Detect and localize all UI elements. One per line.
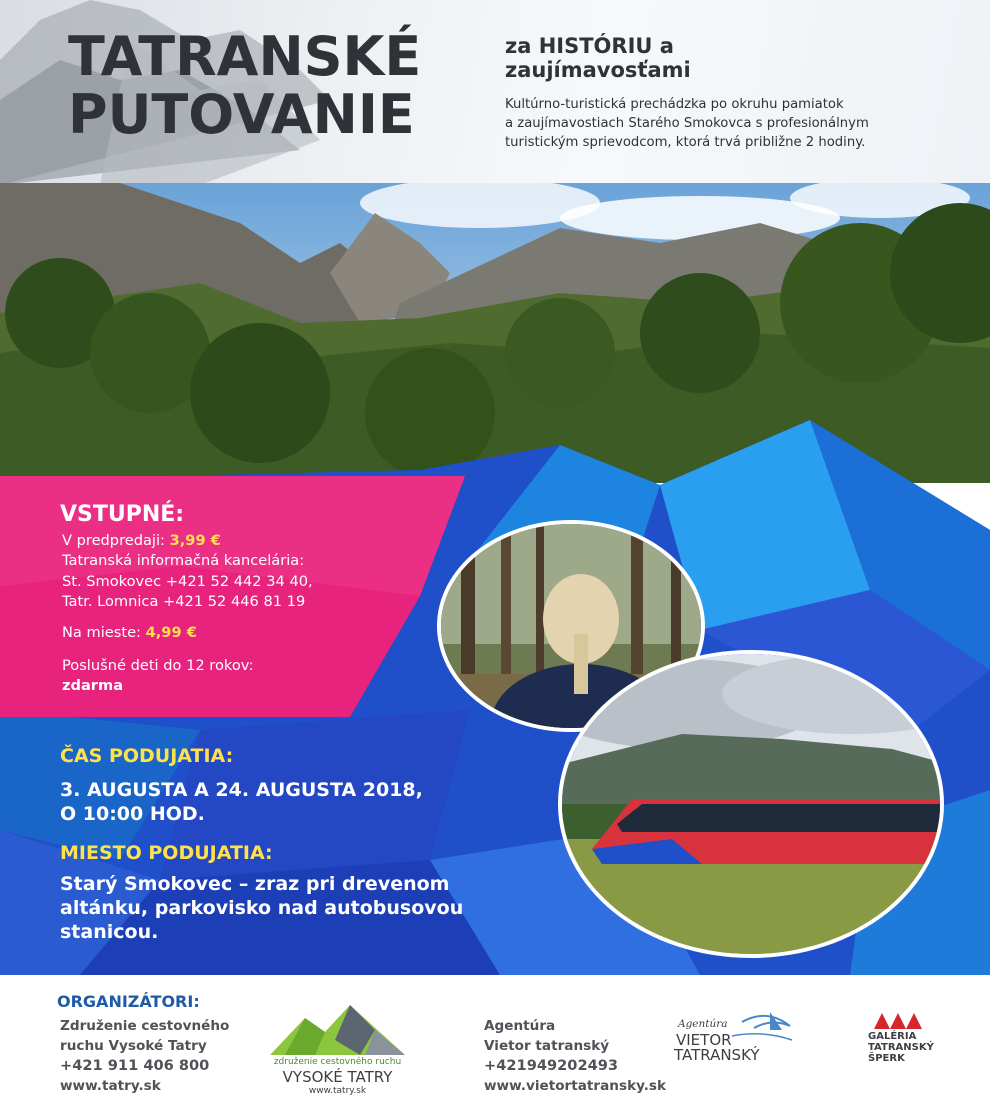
- org2-line-1: Agentúra: [484, 1018, 556, 1034]
- onsite-line: [62, 623, 197, 642]
- subtitle-line-1: za HISTÓRIU a: [505, 34, 674, 58]
- office-phone-2: Tatr. Lomnica +421 52 446 81 19: [62, 593, 306, 610]
- logo3-text: [868, 1031, 934, 1064]
- logo2-name-1: VIETOR: [676, 1031, 732, 1049]
- logo2-tagline: Agentúra: [678, 1018, 728, 1030]
- place-title: MIESTO PODUJATIA:: [60, 842, 273, 864]
- intro-line-3: turistickým sprievodcom, ktorá trvá približne 2 hodiny.: [505, 135, 866, 150]
- onsite-price: 4,99 €: [145, 624, 197, 641]
- time-line-1: 3. AUGUSTA A 24. AUGUSTA 2018,: [60, 779, 423, 801]
- title-line-1: TATRANSKÉ: [68, 25, 422, 88]
- page-title: [68, 25, 422, 146]
- presale-line: [62, 531, 221, 550]
- org1-line-1: Združenie cestovného: [60, 1018, 230, 1034]
- intro-line-2: a zaujímavostiach Starého Smokovca s profesionálnym: [505, 116, 869, 131]
- title-line-2: PUTOVANIE: [68, 83, 415, 146]
- header-banner: [0, 0, 990, 185]
- subtitle-line-2: zaujímavosťami: [505, 58, 691, 82]
- page-subtitle: [505, 34, 691, 82]
- org1-website-link[interactable]: www.tatry.sk: [60, 1078, 161, 1094]
- vysoke-tatry-logo: [265, 1000, 410, 1100]
- logo1-name: VYSOKÉ TATRY: [282, 1068, 393, 1086]
- org1-phone: +421 911 406 800: [60, 1057, 210, 1074]
- org2-line-2: Vietor tatranský: [484, 1038, 610, 1054]
- presale-label: V predpredaji:: [62, 532, 165, 549]
- logo3-line-1: GALÉRIA: [868, 1031, 917, 1042]
- place-line-2: altánku, parkovisko nad autobusovou: [60, 897, 464, 919]
- funicular-train-illustration: [562, 654, 944, 958]
- intro-text: [505, 95, 925, 152]
- galeria-tatransky-sperk-logo: [868, 1013, 958, 1073]
- logo1-web: www.tatry.sk: [308, 1086, 367, 1096]
- logo1-tagline: združenie cestovného ruchu: [273, 1057, 402, 1067]
- logo3-line-2: TATRANSKÝ: [868, 1042, 934, 1053]
- vietor-tatransky-logo: [672, 1008, 797, 1068]
- children-line-2: zdarma: [62, 677, 124, 694]
- organizers-title: ORGANIZÁTORI:: [57, 992, 200, 1011]
- time-line-2: O 10:00 HOD.: [60, 803, 205, 825]
- org2-website-link[interactable]: www.vietortatransky.sk: [484, 1078, 667, 1094]
- onsite-label: Na mieste:: [62, 624, 141, 641]
- org1-line-2: ruchu Vysoké Tatry: [60, 1038, 207, 1054]
- org2-phone: +421949202493: [484, 1057, 619, 1074]
- funicular-train-photo: [558, 650, 944, 958]
- children-line-1: Poslušné deti do 12 rokov:: [62, 657, 254, 674]
- logo3-line-3: ŠPERK: [868, 1053, 905, 1064]
- mountain-logo-icon: [265, 1000, 410, 1058]
- time-title: ČAS PODUJATIA:: [60, 745, 234, 767]
- logo2-name-2: TATRANSKÝ: [674, 1046, 760, 1064]
- admission-title: VSTUPNÉ:: [60, 502, 185, 527]
- presale-price: 3,99 €: [169, 532, 221, 549]
- intro-line-1: Kultúrno-turistická prechádzka po okruhu pamiatok: [505, 97, 844, 112]
- office-phone-1: St. Smokovec +421 52 442 34 40,: [62, 573, 313, 590]
- triple-peak-logo-icon: [874, 1013, 924, 1029]
- place-line-1: Starý Smokovec – zraz pri drevenom: [60, 873, 450, 895]
- office-line: Tatranská informačná kancelária:: [62, 552, 305, 569]
- place-line-3: stanicou.: [60, 921, 159, 943]
